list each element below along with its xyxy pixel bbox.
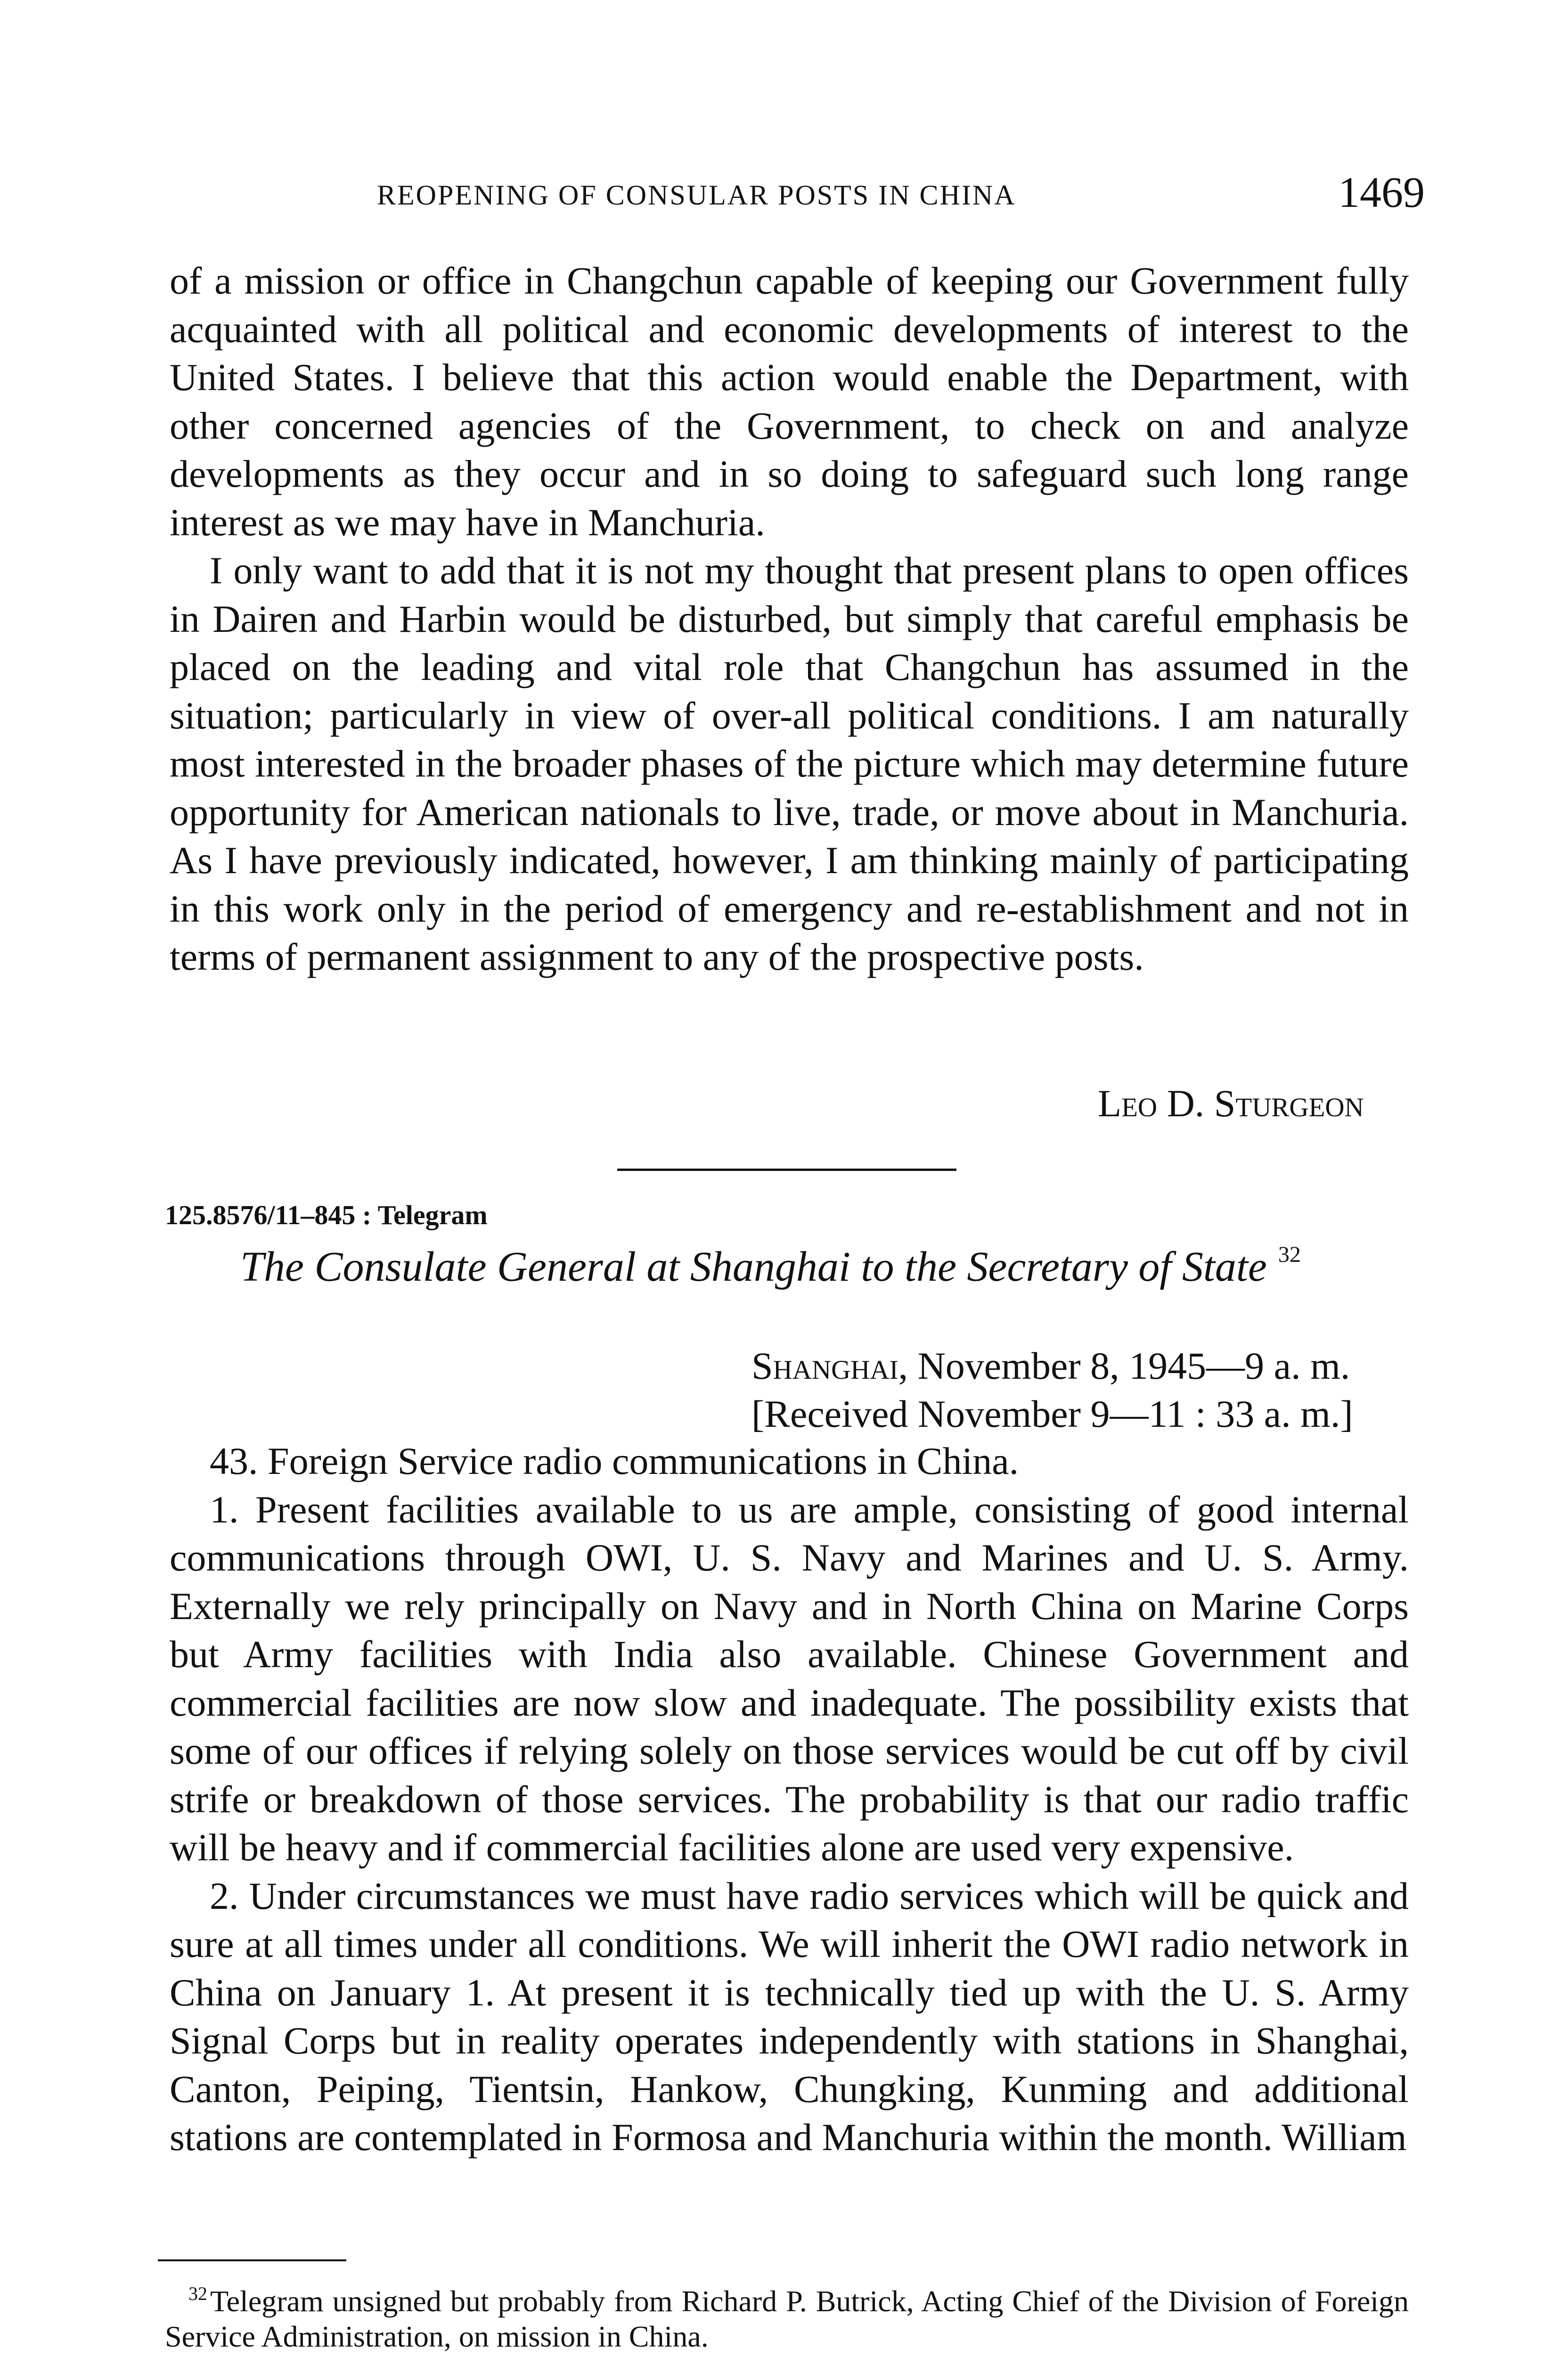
running-head: REOPENING OF CONSULAR POSTS IN CHINA bbox=[377, 180, 1016, 211]
footnote bbox=[165, 2276, 1409, 2354]
dateline bbox=[751, 1342, 1353, 1438]
document-title-text: The Consulate General at Shanghai to the Secretary of State bbox=[240, 1243, 1267, 1290]
dateline-place: Shanghai bbox=[751, 1344, 898, 1387]
footnote-number: 32 bbox=[188, 2283, 207, 2304]
dateline-date: , November 8, 1945—9 a. m. bbox=[898, 1344, 1350, 1387]
footnote-marker: 32 bbox=[1278, 1242, 1301, 1267]
signature: Leo D. Sturgeon bbox=[1098, 1082, 1364, 1125]
page-number: 1469 bbox=[1338, 168, 1425, 216]
letter-body bbox=[170, 257, 1409, 982]
dateline-sent bbox=[751, 1342, 1353, 1390]
telegram-paragraph: 43. Foreign Service radio communications in China. bbox=[210, 1440, 1019, 1482]
dateline-received: [Received November 9—11 : 33 a. m.] bbox=[751, 1392, 1353, 1435]
footnote-divider bbox=[158, 2259, 346, 2261]
letter-continuation: of a mission or office in Changchun capable of keeping our Government fully acquainted with all political and economic developments of interest to the United States. I believe that this action would enable the Department, with other concerned agencies of the Government, to check on and analyze developments as they occur and in so doing to safeguard such long range interest as we may have in Manchuria. bbox=[170, 259, 1409, 544]
footnote-text: Telegram unsigned but probably from Richard P. Butrick, Acting Chief of the Division of Foreign Service Administration, on mission in China. bbox=[165, 2284, 1409, 2353]
telegram-paragraph: 2. Under circumstances we must have radio services which will be quick and sure at all times under all conditions. We will inherit the OWI radio network in China on January 1. At present it is technically tied up with the U. S. Army Signal Corps but in reality operates independently with stations in Shanghai, Canton, Peiping, Tientsin, Hankow, Chungking, Kunming and additional stations are contemplated in Formosa and Manchuria within the month. William bbox=[170, 1874, 1409, 2159]
letter-paragraph: I only want to add that it is not my thought that present plans to open offices in Dairen and Harbin would be disturbed, but simply that careful emphasis be placed on the leading and vital role that Changchun has assumed in the situation; particularly in view of over-all political conditions. I am naturally most interested in the broader phases of the picture which may determine future opportunity for American nationals to live, trade, or move about in Manchuria. As I have previously indicated, however, I am thinking mainly of participating in this work only in the period of emergency and re-establishment and not in terms of permanent assignment to any of the prospective posts. bbox=[170, 549, 1409, 978]
document-title bbox=[240, 1242, 1301, 1291]
telegram-body bbox=[170, 1437, 1409, 2162]
file-reference: 125.8576/11–845 : Telegram bbox=[165, 1200, 488, 1230]
telegram-paragraph: 1. Present facilities available to us are ample, consisting of good internal communications through OWI, U. S. Navy and Marines and U. S. Army. Externally we rely principally on Navy and in North China on Marine Corps but Army facilities with India also available. Chinese Government and commercial facilities are now slow and inadequate. The possibility exists that some of our offices if relying solely on those services would be cut off by civil strife or breakdown of those services. The probability is that our radio traffic will be heavy and if commercial facilities alone are used very expensive. bbox=[170, 1488, 1409, 1869]
section-divider bbox=[617, 1169, 956, 1171]
